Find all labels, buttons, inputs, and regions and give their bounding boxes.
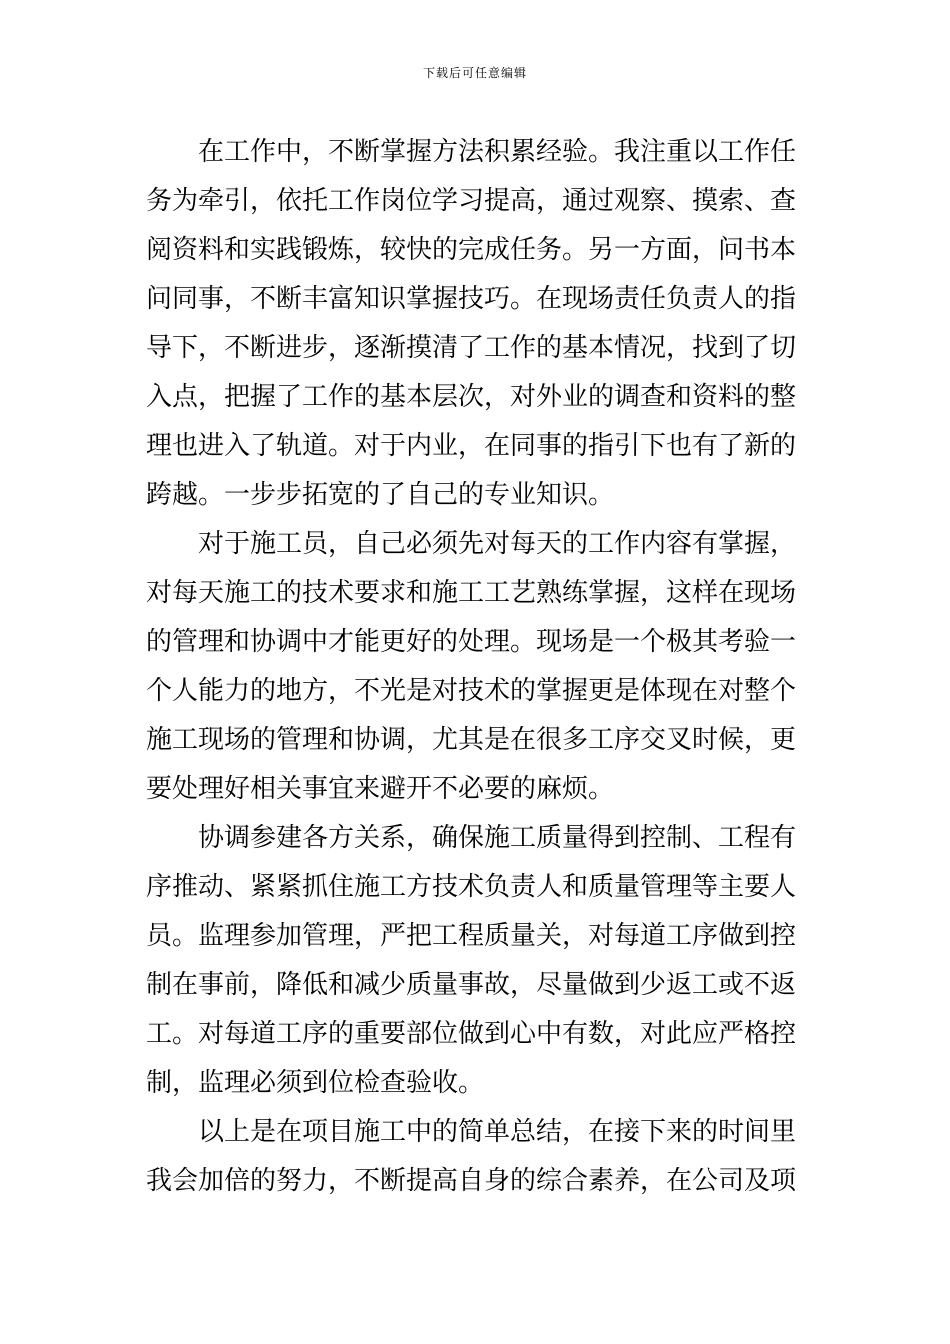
paragraph-work-experience: 在工作中，不断掌握方法积累经验。我注重以工作任 务为牵引，依托工作岗位学习提高，通过观察、摸索、查 阅资料和实践锻炼，较快的完成任务。另一方面，问书本 问同事，不断丰富知识掌握技巧。在现场责任负责人的指 导下，不断进步，逐渐摸清了工作的基本情况，找到了切 入点，把握了工作的基本层次，对外业的调查和资料的整 理也进入了轨道。对于内业，在同事的指引下也有了新的 跨越。一步步拓宽的了自己的专业知识。 [146,137,797,510]
paragraph-summary: 以上是在项目施工中的简单总结，在接下来的时间里 我会加倍的努力，不断提高自身的综合素养，在公司及项 [146,1117,797,1196]
document-body [146,128,806,1206]
paragraph-coordination: 协调参建各方关系，确保施工质量得到控制、工程有 序推动、紧紧抓住施工方技术负责人和质量管理等主要人 员。监理参加管理，严把工程质量关，对每道工序做到控 制在事前，降低和减少质量事故，尽量做到少返工或不返 工。对每道工序的重要部位做到心中有数，对此应严格控 制，监理必须到位检查验收。 [146,823,797,1098]
page-header: 下载后可任意编辑 [422,66,527,80]
paragraph-construction-staff: 对于施工员，自己必须先对每天的工作内容有掌握， 对每天施工的技术要求和施工工艺熟练掌握，这样在现场 的管理和协调中才能更好的处理。现场是一个极其考验一 个人能力的地方，不光是对技术的掌握更是体现在对整个 施工现场的管理和协调，尤其是在很多工序交叉时候，更 要处理好相关事宜来避开不必要的麻烦。 [146,529,797,804]
